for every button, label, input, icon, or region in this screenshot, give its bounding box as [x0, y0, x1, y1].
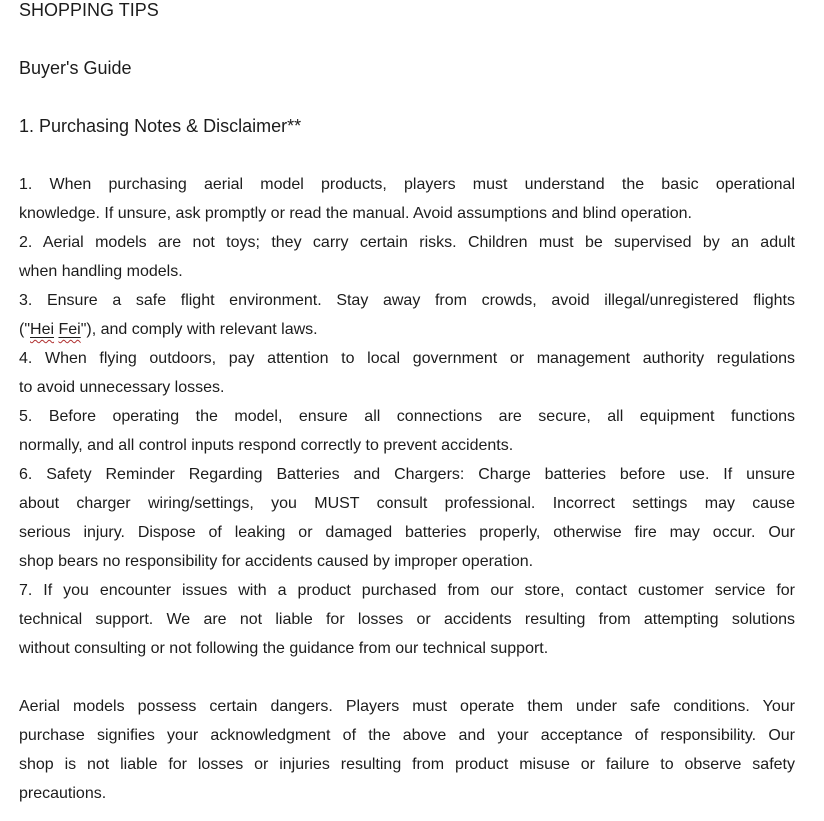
- paragraph: [19, 402, 795, 460]
- paragraph: [19, 170, 795, 228]
- text-line: purchase signifies your acknowledgment of the above and your acceptance of responsibility. Our: [19, 727, 795, 744]
- text-line: 4. When flying outdoors, pay attention to local government or management authority regulations: [19, 350, 795, 367]
- text-line: 7. If you encounter issues with a product purchased from our store, contact customer service for: [19, 582, 795, 599]
- text-line: technical support. We are not liable for losses or accidents resulting from attempting solutions: [19, 611, 795, 628]
- document-title: SHOPPING TIPS: [19, 0, 159, 20]
- document-body: [19, 170, 795, 808]
- text-line: 3. Ensure a safe flight environment. Stay away from crowds, avoid illegal/unregistered flights: [19, 292, 795, 309]
- text-line: shop bears no responsibility for accidents caused by improper operation.: [19, 553, 534, 570]
- text-line: 2. Aerial models are not toys; they carry certain risks. Children must be supervised by an adult: [19, 234, 795, 251]
- paragraph: [19, 576, 795, 663]
- spellcheck-squiggle: Fei: [58, 321, 81, 338]
- text-line: about charger wiring/settings, you MUST consult professional. Incorrect settings may cause: [19, 495, 795, 512]
- text-line: 5. Before operating the model, ensure all connections are secure, all equipment functions: [19, 408, 795, 425]
- underlined-term: [58, 321, 80, 338]
- text-line: precautions.: [19, 785, 107, 802]
- text-line: serious injury. Dispose of leaking or damaged batteries properly, otherwise fire may occur. Our: [19, 524, 795, 541]
- text-line: normally, and all control inputs respond correctly to prevent accidents.: [19, 437, 514, 454]
- spellcheck-squiggle: Hei: [30, 321, 55, 338]
- text-line: 1. When purchasing aerial model products, players must understand the basic operational: [19, 176, 795, 193]
- paragraph: [19, 286, 795, 344]
- document-subtitle: Buyer's Guide: [19, 58, 132, 78]
- paragraph: [19, 460, 795, 576]
- paragraph: [19, 344, 795, 402]
- text-line: to avoid unnecessary losses.: [19, 379, 225, 396]
- text-line: without consulting or not following the guidance from our technical support.: [19, 640, 549, 657]
- section-heading: 1. Purchasing Notes & Disclaimer**: [19, 116, 302, 136]
- text-line: Aerial models possess certain dangers. Players must operate them under safe conditions. Your: [19, 698, 795, 715]
- text-line: 6. Safety Reminder Regarding Batteries and Chargers: Charge batteries before use. If unsure: [19, 466, 795, 483]
- underlined-term: [30, 321, 54, 338]
- paragraph: [19, 228, 795, 286]
- text-line: knowledge. If unsure, ask promptly or read the manual. Avoid assumptions and blind operation.: [19, 205, 692, 222]
- text-line: shop is not liable for losses or injuries resulting from product misuse or failure to observe safety: [19, 756, 795, 773]
- text-line: when handling models.: [19, 263, 183, 280]
- text-line: ("Hei Fei"), and comply with relevant laws.: [19, 321, 318, 338]
- paragraph: [19, 692, 795, 808]
